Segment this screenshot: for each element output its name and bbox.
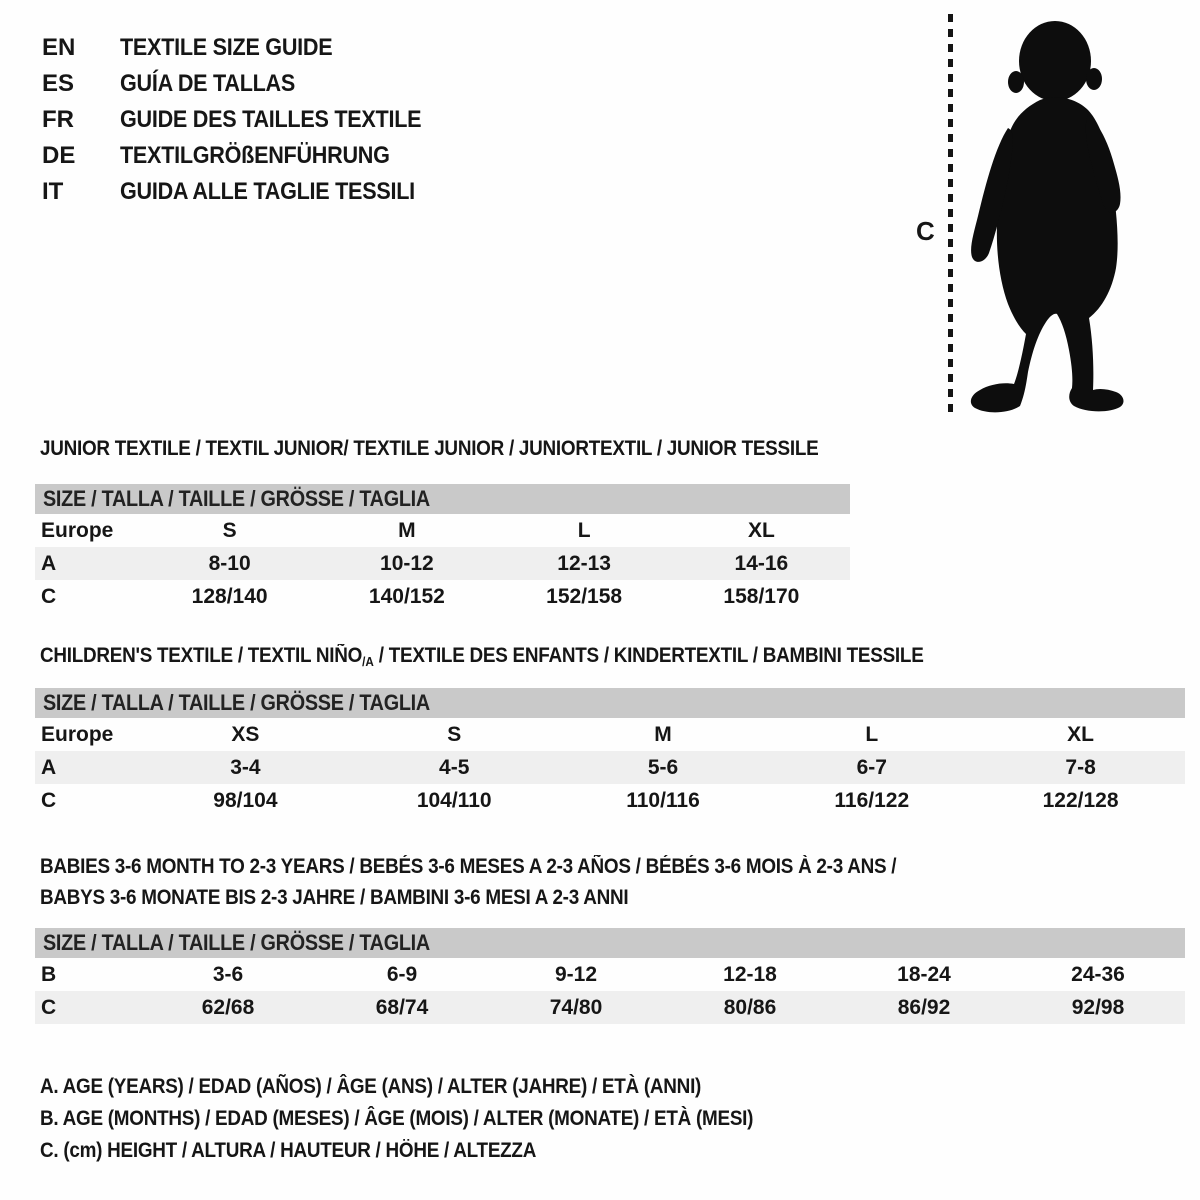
children-size-table: [35, 688, 1185, 817]
junior-section-title: JUNIOR TEXTILE / TEXTIL JUNIOR/ TEXTILE JUNIOR / JUNIORTEXTIL / JUNIOR TESSILE: [40, 437, 819, 460]
table-cell: 24-36: [1071, 963, 1125, 986]
language-row-de: [42, 138, 455, 174]
table-cell: 68/74: [375, 996, 429, 1019]
babies-size-table: [35, 928, 1185, 1024]
nino-a-subscript: /A: [362, 654, 374, 669]
language-row-fr: [42, 102, 455, 138]
table-row-europe: [35, 514, 850, 547]
table-cell: 3-4: [230, 756, 261, 779]
table-cell: M: [398, 519, 416, 542]
size-header-band: SIZE / TALLA / TAILLE / GRÖSSE / TAGLIA: [35, 928, 1185, 958]
table-cell: 12-13: [557, 552, 611, 575]
table-cell: 152/158: [546, 585, 623, 608]
height-measure-label: C: [916, 216, 935, 246]
language-row-it: [42, 174, 455, 210]
table-cell: L: [865, 723, 879, 746]
row-label: Europe: [41, 723, 114, 746]
table-cell: 74/80: [549, 996, 603, 1019]
guide-title-de: TEXTILGRÖßENFÜHRUNG: [120, 142, 390, 169]
guide-title-fr: GUIDE DES TAILLES TEXTILE: [120, 106, 422, 133]
table-cell: L: [577, 519, 591, 542]
table-cell: 62/68: [201, 996, 255, 1019]
language-title-list: [42, 30, 455, 210]
table-cell: 6-9: [386, 963, 418, 986]
guide-title-it: GUIDA ALLE TAGLIE TESSILI: [120, 178, 415, 205]
row-label: C: [41, 789, 57, 812]
table-cell: XS: [231, 723, 260, 746]
footnote-a: A. AGE (YEARS) / EDAD (AÑOS) / ÂGE (ANS) / ALTER (JAHRE) / ETÀ (ANNI): [40, 1075, 702, 1098]
table-row-height: [35, 784, 1185, 817]
baby-silhouette-icon: [962, 16, 1136, 418]
table-cell: 3-6: [212, 963, 244, 986]
size-header-band: SIZE / TALLA / TAILLE / GRÖSSE / TAGLIA: [35, 688, 1185, 718]
table-cell: 110/116: [626, 789, 700, 812]
table-row-age: [35, 547, 850, 580]
table-cell: 9-12: [554, 963, 598, 986]
table-row-height: [35, 991, 1185, 1024]
table-row-months: [35, 958, 1185, 991]
footnote-b: B. AGE (MONTHS) / EDAD (MESES) / ÂGE (MOIS) / ALTER (MONATE) / ETÀ (MESI): [40, 1107, 754, 1130]
table-cell: 6-7: [856, 756, 887, 779]
table-cell: M: [654, 723, 672, 746]
table-cell: XL: [747, 519, 775, 542]
language-code: FR: [42, 106, 74, 133]
language-code: DE: [42, 142, 76, 169]
table-cell: XL: [1067, 723, 1094, 746]
table-cell: 10-12: [380, 552, 434, 575]
table-cell: 18-24: [897, 963, 951, 986]
footnote-c: C. (cm) HEIGHT / ALTURA / HAUTEUR / HÖHE / ALTEZZA: [40, 1139, 537, 1162]
table-cell: 128/140: [191, 585, 268, 608]
height-measure-dashed-line: [948, 14, 953, 418]
row-label: A: [41, 756, 57, 779]
table-cell: 104/110: [416, 789, 492, 812]
table-cell: 5-6: [647, 756, 679, 779]
table-cell: 7-8: [1065, 756, 1096, 779]
language-row-es: [42, 66, 455, 102]
table-row-age: [35, 751, 1185, 784]
babies-title-line1: BABIES 3-6 MONTH TO 2-3 YEARS / BEBÉS 3-6 MESES A 2-3 AÑOS / BÉBÉS 3-6 MOIS À 2-3 ANS /: [40, 855, 897, 878]
table-cell: 80/86: [723, 996, 777, 1019]
babies-section-title: [40, 851, 991, 913]
table-cell: 14-16: [734, 552, 789, 575]
language-row-en: [42, 30, 455, 66]
language-code: EN: [42, 34, 76, 61]
table-cell: 116/122: [834, 789, 910, 812]
junior-size-table: [35, 484, 850, 613]
guide-title-es: GUÍA DE TALLAS: [120, 70, 296, 97]
size-header-band: SIZE / TALLA / TAILLE / GRÖSSE / TAGLIA: [35, 484, 850, 514]
row-label: A: [41, 552, 57, 575]
table-cell: 158/170: [723, 585, 800, 608]
table-cell: S: [447, 723, 462, 746]
table-cell: 4-5: [439, 756, 470, 779]
row-label: C: [41, 585, 57, 608]
table-cell: S: [222, 519, 237, 542]
row-label: B: [41, 963, 57, 986]
babies-title-line2: BABYS 3-6 MONATE BIS 2-3 JAHRE / BAMBINI 3-6 MESI A 2-3 ANNI: [40, 886, 629, 909]
legend-footnotes: [40, 1071, 832, 1167]
row-label: C: [41, 996, 57, 1019]
table-row-europe: [35, 718, 1185, 751]
table-cell: 86/92: [897, 996, 951, 1019]
table-cell: 122/128: [1042, 789, 1119, 812]
table-cell: 12-18: [723, 963, 777, 986]
children-section-title: CHILDREN'S TEXTILE / TEXTIL $NIÑO_{/A}$ / TEXTILE DES ENFANTS / KINDERTEXTIL / BAMBINI TESSILE: [40, 644, 924, 669]
language-code: ES: [42, 70, 75, 97]
table-cell: 8-10: [208, 552, 251, 575]
table-cell: 92/98: [1071, 996, 1125, 1019]
row-label: Europe: [41, 519, 114, 542]
table-cell: 98/104: [213, 789, 278, 812]
table-row-height: [35, 580, 850, 613]
table-cell: 140/152: [368, 585, 445, 608]
guide-title-en: TEXTILE SIZE GUIDE: [120, 34, 333, 61]
language-code: IT: [42, 178, 64, 205]
